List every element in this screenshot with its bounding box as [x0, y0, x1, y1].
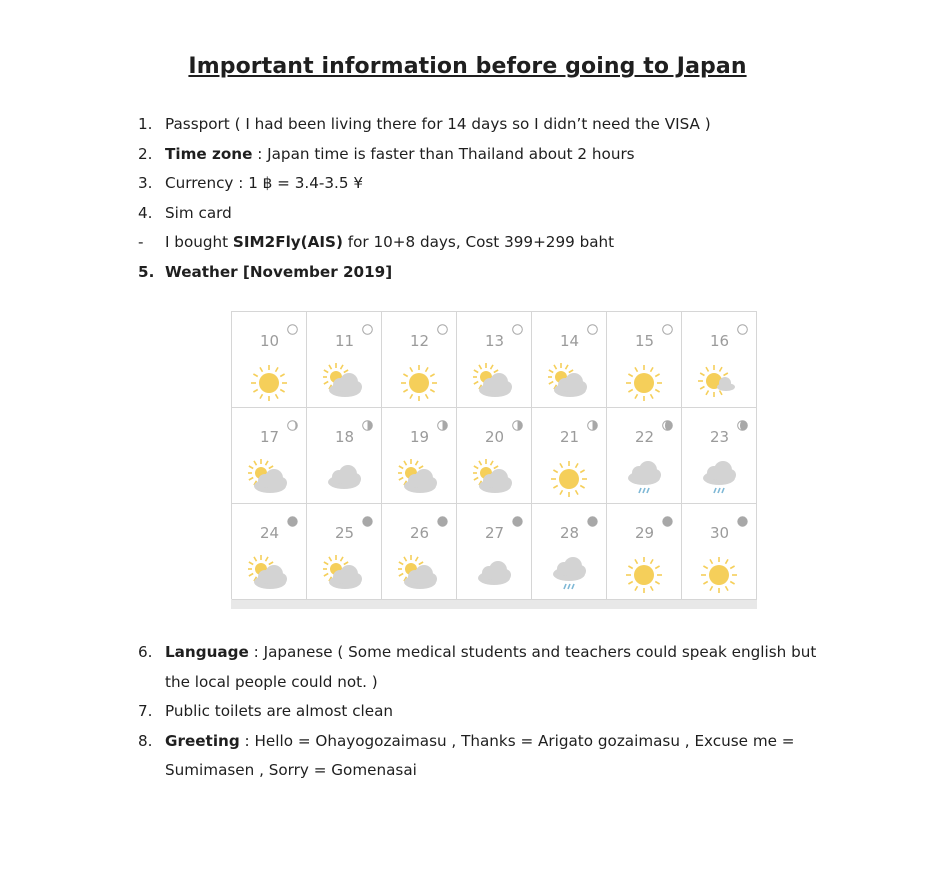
rain-icon — [698, 458, 740, 500]
half-moon-icon — [512, 416, 523, 427]
item-detail: for 10+8 days, Cost 399+299 baht — [342, 233, 615, 251]
crescent-moon-icon — [287, 416, 298, 427]
calendar-day-cell — [382, 504, 457, 600]
item-detail: : Hello = Ohayogozaimasu , Thanks = Arigato gozaimasu , Excuse me = — [239, 731, 795, 750]
list-item — [138, 638, 858, 668]
item-label: Language — [165, 643, 249, 661]
item-text: Currency : 1 ฿ = 3.4-3.5 ¥ — [165, 174, 364, 192]
gibbous-moon-icon — [737, 416, 748, 427]
day-number: 10 — [259, 332, 280, 350]
item-bullet: - — [138, 233, 144, 251]
item-text: Sim card — [165, 203, 232, 222]
day-number: 12 — [409, 332, 430, 350]
calendar-day-cell — [607, 408, 682, 504]
item-text — [165, 228, 858, 258]
list-item — [138, 727, 858, 757]
day-number: 18 — [334, 428, 355, 446]
day-number: 22 — [634, 428, 655, 446]
list-item — [138, 140, 858, 170]
item-number: 1. — [138, 115, 153, 133]
item-text — [165, 727, 858, 757]
list-item — [138, 697, 858, 727]
partly-cloudy-icon — [323, 554, 365, 596]
item-prefix: I bought — [165, 233, 233, 251]
list-item — [138, 258, 858, 288]
calendar-day-cell — [607, 312, 682, 408]
day-number: 26 — [409, 524, 430, 542]
item-label: SIM2Fly(AIS) — [232, 233, 343, 251]
day-number: 19 — [409, 428, 430, 446]
item-text: Passport ( I had been living there for 14 days so I didn’t need the VISA ) — [165, 115, 711, 133]
full-moon-icon — [437, 512, 448, 523]
sunny-icon — [398, 362, 440, 404]
calendar-day-cell — [682, 312, 757, 408]
day-number: 17 — [259, 428, 280, 446]
item-continuation: Sumimasen , Sorry = Gomenasai — [165, 761, 417, 779]
partly-cloudy-icon — [248, 458, 290, 500]
new-moon-icon — [362, 320, 373, 331]
partly-cloudy-icon — [398, 458, 440, 500]
calendar-day-cell — [457, 504, 532, 600]
item-number: 8. — [138, 731, 153, 750]
page-title: Important information before going to Japan — [188, 54, 747, 79]
sunny-icon — [623, 554, 665, 596]
calendar-day-cell — [532, 312, 607, 408]
new-moon-icon — [737, 320, 748, 331]
item-detail: : Japanese ( Some medical students and teachers could speak english but — [248, 643, 817, 661]
calendar-day-cell — [232, 408, 307, 504]
calendar-day-cell — [532, 504, 607, 600]
day-number: 16 — [709, 332, 730, 350]
cloudy-icon — [323, 458, 365, 500]
new-moon-icon — [512, 320, 523, 331]
sunny-icon — [698, 554, 740, 596]
list-item — [138, 110, 858, 140]
item-number: 5. — [138, 262, 155, 281]
partly-cloudy-icon — [473, 458, 515, 500]
item-label: Time zone — [165, 144, 253, 163]
half-moon-icon — [587, 416, 598, 427]
list-item — [138, 228, 858, 258]
list-item — [138, 199, 858, 229]
day-number: 11 — [334, 332, 355, 350]
day-number: 20 — [484, 428, 505, 446]
new-moon-icon — [437, 320, 448, 331]
full-moon-icon — [587, 512, 598, 523]
full-moon-icon — [287, 512, 298, 523]
day-number: 24 — [259, 524, 280, 542]
partly-cloudy-icon — [398, 554, 440, 596]
calendar-footer-bar — [231, 599, 757, 609]
day-number: 21 — [559, 428, 580, 446]
item-number: 6. — [138, 643, 153, 661]
item-text: Public toilets are almost clean — [165, 702, 394, 720]
day-number: 14 — [559, 332, 580, 350]
rain-icon — [548, 554, 590, 596]
half-moon-icon — [362, 416, 373, 427]
gibbous-moon-icon — [662, 416, 673, 427]
calendar-day-cell — [532, 408, 607, 504]
calendar-day-cell — [307, 504, 382, 600]
item-label: Greeting — [165, 731, 240, 750]
item-detail: : Japan time is faster than Thailand about 2 hours — [252, 144, 635, 163]
day-number: 25 — [334, 524, 355, 542]
sunny-icon — [548, 458, 590, 500]
list-item — [138, 169, 858, 199]
item-text — [165, 258, 858, 288]
calendar-day-cell — [457, 408, 532, 504]
full-moon-icon — [512, 512, 523, 523]
day-number: 15 — [634, 332, 655, 350]
item-continuation: the local people could not. ) — [165, 672, 378, 691]
calendar-day-cell — [607, 504, 682, 600]
half-moon-icon — [437, 416, 448, 427]
full-moon-icon — [737, 512, 748, 523]
item-number: 3. — [138, 174, 153, 192]
calendar-grid — [231, 311, 757, 600]
calendar-day-cell — [307, 312, 382, 408]
full-moon-icon — [362, 512, 373, 523]
sunny-icon — [248, 362, 290, 404]
item-text — [165, 140, 858, 170]
cloudy-icon — [473, 554, 515, 596]
item-number: 2. — [138, 144, 153, 163]
day-number: 30 — [709, 524, 730, 542]
info-list-bottom — [138, 638, 858, 786]
calendar-day-cell — [232, 504, 307, 600]
item-number: 7. — [138, 702, 153, 720]
calendar-day-cell — [457, 312, 532, 408]
calendar-day-cell — [682, 504, 757, 600]
partly-cloudy-icon — [548, 362, 590, 404]
day-number: 23 — [709, 428, 730, 446]
weather-calendar — [231, 311, 757, 613]
mostly-sunny-icon — [698, 362, 740, 404]
partly-cloudy-icon — [248, 554, 290, 596]
sunny-icon — [623, 362, 665, 404]
new-moon-icon — [662, 320, 673, 331]
partly-cloudy-icon — [323, 362, 365, 404]
rain-icon — [623, 458, 665, 500]
day-number: 13 — [484, 332, 505, 350]
new-moon-icon — [587, 320, 598, 331]
item-label: Weather [November 2019] — [165, 262, 393, 281]
new-moon-icon — [287, 320, 298, 331]
day-number: 29 — [634, 524, 655, 542]
calendar-day-cell — [682, 408, 757, 504]
calendar-day-cell — [382, 408, 457, 504]
item-text — [165, 638, 858, 668]
calendar-day-cell — [382, 312, 457, 408]
partly-cloudy-icon — [473, 362, 515, 404]
full-moon-icon — [662, 512, 673, 523]
calendar-day-cell — [232, 312, 307, 408]
calendar-day-cell — [307, 408, 382, 504]
day-number: 27 — [484, 524, 505, 542]
info-list-top — [138, 110, 858, 287]
item-number: 4. — [138, 203, 153, 222]
day-number: 28 — [559, 524, 580, 542]
